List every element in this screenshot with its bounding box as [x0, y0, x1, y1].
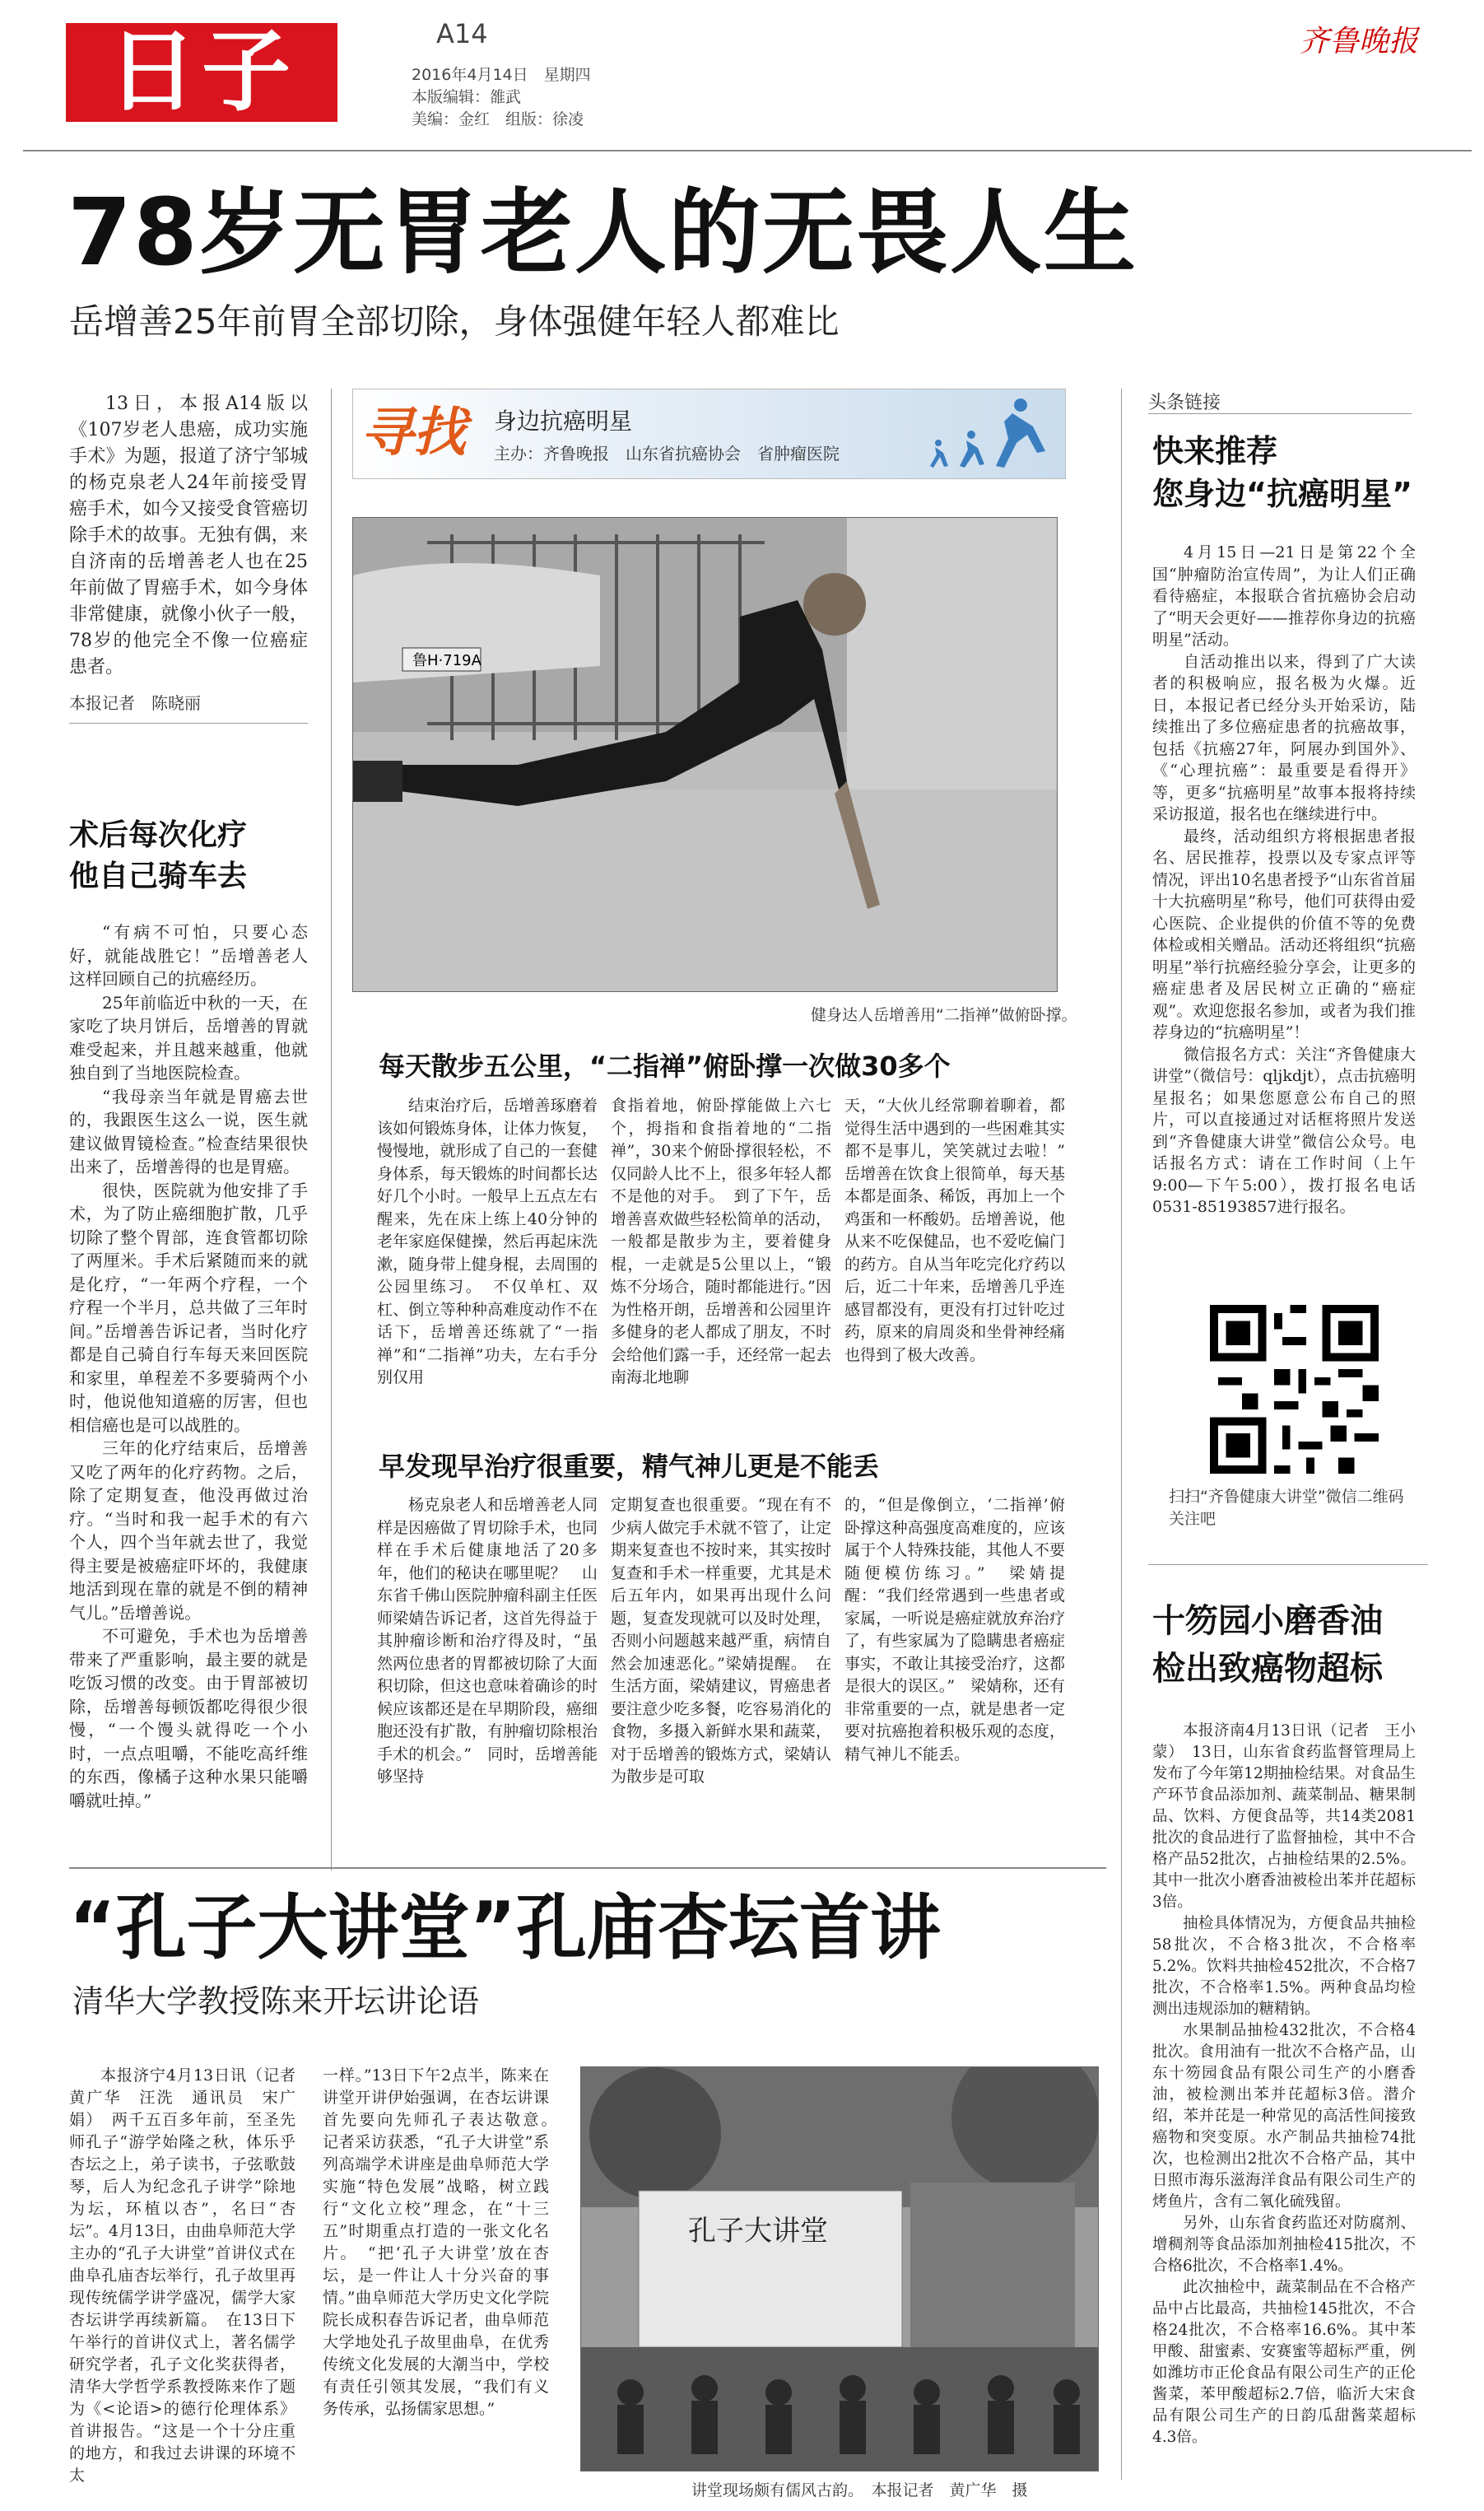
sidebar-paragraph: 微信报名方式：关注“齐鲁健康大讲堂”（微信号：qljkdjt），点击抗癌明星报名；如果您愿意公布自己的照片，可以直接通过对话框将照片发送到“齐鲁健康大讲堂”微信公众号。电话报名方式：请在工作时间（上午9:00—下午5:00），拨打报名电话0531-85193857进行报名。 [1152, 1045, 1416, 1216]
confucius-col2-text: 一样。”13日下午2点半，陈来在讲堂开讲伊始强调，在杏坛讲课首先要向先师孔子表达敬意。 记者采访获悉，“孔子大讲堂”系列高端学术讲座是曲阜师范大学实施“特色发展”战略，树立践行“文化立校”理念，在“十三五”时期重点打造的一张文化名片。 “把‘孔子大讲堂’放在杏坛，是一件让人十分兴奋的事情。”曲阜师范大学历史文化学院院长成积春告诉记者，曲阜师范大学地处孔子故里曲阜，在优秀传统文化发展的大潮当中，学校有责任引领其发展，“我们有义务传承，弘扬儒家思想。” [323, 2066, 565, 2418]
runners-icon [881, 394, 1062, 473]
lecture-photo [580, 2066, 1099, 2471]
qr-caption: 扫扫“齐鲁健康大讲堂”微信二维码关注吧 [1169, 1488, 1404, 1528]
section3-col3-text: 的，“但是像倒立，‘二指禅’俯卧撑这种高强度高难度的，应该属于个人特殊技能，其他人不要随便模仿练习。” 梁婧提醒：“我们经常遇到一些患者或家属，一听说是癌症就放弃治疗了，有些家属为了隐瞒患者癌症事实，不敢让其接受治疗，这都是很大的误区。” 梁婧称，还有非常重要的一点，就是患者一定要对抗癌抱着积极乐观的态度，精气神儿不能丢。 [844, 1496, 1065, 1763]
sidebar-paragraph: 自活动推出以来，得到了广大读者的积极响应，报名极为火爆。近日，本报记者已经分头开始采访，陆续推出了多位癌症患者的抗癌故事，包括《抗癌27年，阿展办到国外》、《“心理抗癌”：最重要是看得开》等，更多“抗癌明星”故事本报将持续采访报道，报名也在继续进行中。 [1152, 652, 1416, 823]
photo-illustration [353, 518, 1057, 991]
lead-byline: 本报记者 陈晓丽 [69, 693, 201, 713]
masthead-divider [23, 150, 1472, 151]
section2-col2 [611, 1095, 831, 1390]
backdrop-text: 孔子大讲堂 [688, 2215, 828, 2248]
section2-title: 每天散步五公里，“二指禅”俯卧撑一次做30多个 [379, 1051, 951, 1082]
sidebar-divider [1121, 389, 1122, 2480]
lead-intro-text: 13日，本报A14版以《107岁老人患癌，成功实施手术》为题，报道了济宁邹城的杨克泉老人24年前接受胃癌手术，如今又接受食管癌切除手术的故事。无独有偶，来自济南的岳增善老人也在25年前做了胃癌手术，如今身体非常健康，就像小伙子一般，78岁的他完全不像一位癌症患者。 [69, 394, 308, 678]
section2-col1-text: 结束治疗后，岳增善琢磨着该如何锻炼身体，让体力恢复，慢慢地，就形成了自己的一套健身体系，每天锻炼的时间都长达好几个小时。一般早上五点左右醒来，先在床上练上40分钟的老年家庭保健操，然后再起床洗漱，随身带上健身棍，去周围的公园里练习。 不仅单杠、双杠、倒立等种种高难度动作不在话下，岳增善还练就了“一指禅”和“二指禅”功夫，左右手分别仅用 [377, 1097, 598, 1386]
section3-col2-text: 定期复查也很重要。“现在有不少病人做完手术就不管了，让定期来复查也不按时来，其实按时复查和手术一样重要，尤其是术后五年内，如果再出现什么问题，复查发现就可以及时处理，否则小问题越来越严重，病情自然会加速恶化。”梁婧提醒。 在生活方面，梁婧建议，胃癌患者要注意少吃多餐，吃容易消化的食物，多摄入新鲜水果和蔬菜，对于岳增善的锻炼方式，梁婧认为散步是可取 [611, 1496, 831, 1786]
sidebar-tag-rule [1148, 413, 1412, 414]
license-plate: 鲁H·719A [412, 652, 481, 669]
section1-paragraph: “有病不可怕，只要心态好，就能战胜它！”岳增善老人这样回顾自己的抗癌经历。 [69, 922, 308, 989]
campaign-title: 身边抗癌明星 [494, 408, 633, 435]
section2-col2-text: 食指着地，俯卧撑能做上六七个，拇指和食指着地的“二指禅”，30来个俯卧撑很轻松，不仅同龄人比不上，很多年轻人都不是他的对手。 到了下午，岳增善喜欢做些轻松简单的活动，一般都是散步为主，要着健身棍，一走就是5公里以上，“锻炼不分场合，随时都能进行。”因为性格开朗，岳增善和公园里许多健身的老人都成了朋友，不时会给他们露一手，还经常一起去南海北地聊 [611, 1097, 831, 1386]
masthead-logo: 日子 [66, 23, 337, 122]
section1-paragraph: 三年的化疗结束后，岳增善又吃了两年的化疗药物。之后，除了定期复查，他没再做过治疗。“当时和我一起手术的有六个人，四个当年就去世了，我觉得主要是被癌症吓坏的，我健康地活到现在靠的就是不倒的精神气儿。”岳增善说。 [69, 1438, 308, 1623]
sidebar-title: 快来推荐 您身边“抗癌明星” [1152, 433, 1412, 512]
pushup-photo-caption: 健身达人岳增善用“二指禅”做俯卧撑。 [811, 1006, 1077, 1024]
design-credit: 美编：金红 组版：徐凌 [412, 110, 584, 128]
food-body [1152, 1721, 1416, 2448]
intro-divider [69, 723, 308, 724]
section3-title: 早发现早治疗很重要，精气神儿更是不能丢 [379, 1451, 880, 1482]
section1-paragraph: “我母亲当年就是胃癌去世的，我跟医生这么一说，医生就建议做胃镜检查。”检查结果很快出来了，岳增善得的也是胃癌。 [69, 1086, 308, 1176]
lead-headline: 78岁无胃老人的无畏人生 [67, 179, 1137, 287]
section3-col1-text: 杨克泉老人和岳增善老人同样是因癌做了胃切除手术，也同样在手术后健康地活了20多年，他们的秘诀在哪里呢？ 山东省千佛山医院肿瘤科副主任医师梁婧告诉记者，这首先得益于其肿瘤诊断和治疗得及时，“虽然两位患者的胃都被切除了大面积切除，但这也意味着确诊的时候应该都还是在早期阶段，癌细胞还没有扩散，有肿瘤切除根治手术的机会。” 同时，岳增善能够坚持 [377, 1496, 598, 1786]
food-paragraph: 此次抽检中，蔬菜制品在不合格产品中占比最高，共抽检145批次，不合格24批次，不合格率16.6%。其中苯甲酸、甜蜜素、安赛蜜等超标严重，例如潍坊市正伦食品有限公司生产的正伦酱菜，苯甲酸超标2.7倍，临沂大宋食品有限公司生产的日韵瓜甜酱菜超标4.3倍。 [1152, 2279, 1416, 2446]
confucius-headline: “孔子大讲堂”孔庙杏坛首讲 [69, 1887, 942, 1969]
food-paragraph: 水果制品抽检432批次，不合格4批次。食用油有一批次不合格产品，山东十笏园食品有限公司生产的小磨香油，被检测出苯并芘超标3倍。潜介绍，苯并芘是一种常见的高活性间接致癌物和突变原。水产制品共抽检74批次，也检测出2批次不合格产品，其中日照市海乐滋海洋食品有限公司生产的烤鱼片，含有二氧化硫残留。 [1152, 2022, 1416, 2211]
column-divider [331, 389, 332, 1870]
section2-col3-text: 天，“大伙儿经常聊着聊着，都觉得生活中遇到的一些困难其实都不是事儿，笑笑就过去啦！” 岳增善在饮食上很简单，每天基本都是面条、稀饭，再加上一个鸡蛋和一杯酸奶。岳增善说，他从来不吃保健品，也不爱吃偏门的药方。自从当年吃完化疗药以后，近二十年来，岳增善几乎连感冒都没有，更没有打过针吃过药，原来的肩周炎和坐骨神经痛也得到了极大改善。 [844, 1097, 1082, 1364]
issue-date: 2016年4月14日 星期四 [412, 66, 591, 84]
section1-body [69, 920, 308, 1812]
section2-col3 [844, 1095, 1082, 1367]
section3-col3 [844, 1494, 1065, 1766]
lead-subhead: 岳增善25年前胃全部切除，身体强健年轻人都难比 [69, 301, 840, 342]
pushup-photo [352, 517, 1058, 992]
confucius-subhead: 清华大学教授陈来开坛讲论语 [72, 1983, 480, 2020]
sidebar-body [1152, 542, 1416, 1218]
campaign-sponsors: 主办：齐鲁晚报 山东省抗癌协会 省肿瘤医院 [494, 444, 840, 464]
confucius-col1-text: 本报济宁4月13日讯（记者 黄广华 汪洗 通讯员 宋广娟） 两千五百多年前，至圣先师孔子“游学始隆之秋，体乐乎杏坛之上，弟子读书，子弦歌鼓琴，后人为纪念孔子讲学”除地为坛，环植以杏”，名曰“杏坛”。4月13日，由曲阜师范大学主办的“孔子大讲堂”首讲仪式在曲阜孔庙杏坛举行，孔子故里再现传统儒学讲学盛况，儒学大家杏坛讲学再续新篇。 在13日下午举行的首讲仪式上，著名儒学研究学者，孔子文化奖获得者，清华大学哲学系教授陈来作了题为《<论语>的德行伦理体系》首讲报告。“这是一个十分庄重的地方，和我过去讲课的环境不太 [69, 2066, 312, 2485]
food-title: 十笏园小磨香油 检出致癌物超标 [1152, 1602, 1383, 1688]
section1-title: 术后每次化疗 他自己骑车去 [69, 818, 248, 893]
editor-credit: 本版编辑：雒武 [412, 88, 522, 106]
sidebar-tag: 头条链接 [1148, 393, 1221, 413]
sidebar-paragraph: 4月15日—21日是第22个全国“肿瘤防治宣传周”，为让人们正确看待癌症，本报联合省抗癌协会启动了“明天会更好——推荐你身边的抗癌明星”活动。 [1152, 543, 1416, 649]
confucius-col2 [323, 2065, 565, 2420]
newspaper-brand: 齐鲁晚报 [1299, 25, 1418, 58]
section3-col1 [377, 1494, 598, 1789]
sidebar-rule [1148, 1564, 1428, 1565]
food-paragraph: 另外，山东省食药监还对防腐剂、增稠剂等食品添加剂抽检415批次，不合格6批次，不合格率1.4%。 [1152, 2215, 1416, 2275]
food-paragraph: 本报济南4月13日讯（记者 王小蒙） 13日，山东省食药监督管理局上发布了今年第12期抽检结果。对食品生产环节食品添加剂、蔬菜制品、糖果制品、饮料、方便食品等，共14类2081批次的食品进行了监督抽检，其中不合格产品52批次，占抽检结果的2.5%。其中一批次小磨香油被检出苯并芘超标3倍。 [1152, 1722, 1416, 1911]
section2-col1 [377, 1095, 598, 1390]
confucius-col1 [69, 2065, 312, 2487]
page-number: A14 [436, 18, 488, 49]
lecture-illustration [581, 2067, 1098, 2471]
section1-paragraph: 很快，医院就为他安排了手术，为了防止癌细胞扩散，几乎切除了整个胃部，连食管都切除了两厘米。手术后紧随而来的就是化疗，“一年两个疗程，一个疗程一个半月，总共做了三年时间。”岳增善告诉记者，当时化疗都是自己骑自行车每天来回医院和家里，单程差不多要骑两个小时，他说他知道癌的厉害，但也相信癌也是可以战胜的。 [69, 1180, 308, 1435]
lead-intro [69, 391, 308, 681]
sidebar-paragraph: 最终，活动组织方将根据患者报名、居民推荐，投票以及专家点评等情况，评出10名患者授予“山东省首届十大抗癌明星”称号，他们可获得由爱心医院、企业提供的价值不等的免费体检或相关赠品。活动还将组织“抗癌明星”举行抗癌经验分享会，让更多的癌症患者及居民树立正确的“癌症观”。欢迎您报名参加，或者为我们推荐身边的“抗癌明星”！ [1152, 827, 1416, 1041]
section1-paragraph: 25年前临近中秋的一天，在家吃了块月饼后，岳增善的胃就难受起来，并且越来越重，他就独自到了当地医院检查。 [69, 992, 308, 1083]
masthead-meta [412, 64, 591, 131]
section3-col2 [611, 1494, 831, 1789]
section1-paragraph: 不可避免，手术也为岳增善带来了严重影响，最主要的就是吃饭习惯的改变。由于胃部被切除，岳增善每顿饭都吃得很少很慢，“一个馒头就得吃一个小时，一点点咀嚼，不能吃高纤维的东西，像橘子这种水果只能嚼嚼就吐掉。” [69, 1626, 308, 1810]
story-divider [69, 1867, 1106, 1869]
food-paragraph: 抽检具体情况为，方便食品共抽检58批次，不合格3批次，不合格率5.2%。饮料共抽检452批次，不合格7批次，不合格率1.5%。两种食品均检测出违规添加的糖精钠。 [1152, 1915, 1416, 2018]
lecture-photo-caption: 讲堂现场颇有儒风古韵。 本报记者 黄广华 摄 [691, 2481, 1028, 2499]
qr-code[interactable] [1210, 1305, 1379, 1474]
campaign-logo: 寻找 [361, 402, 466, 464]
